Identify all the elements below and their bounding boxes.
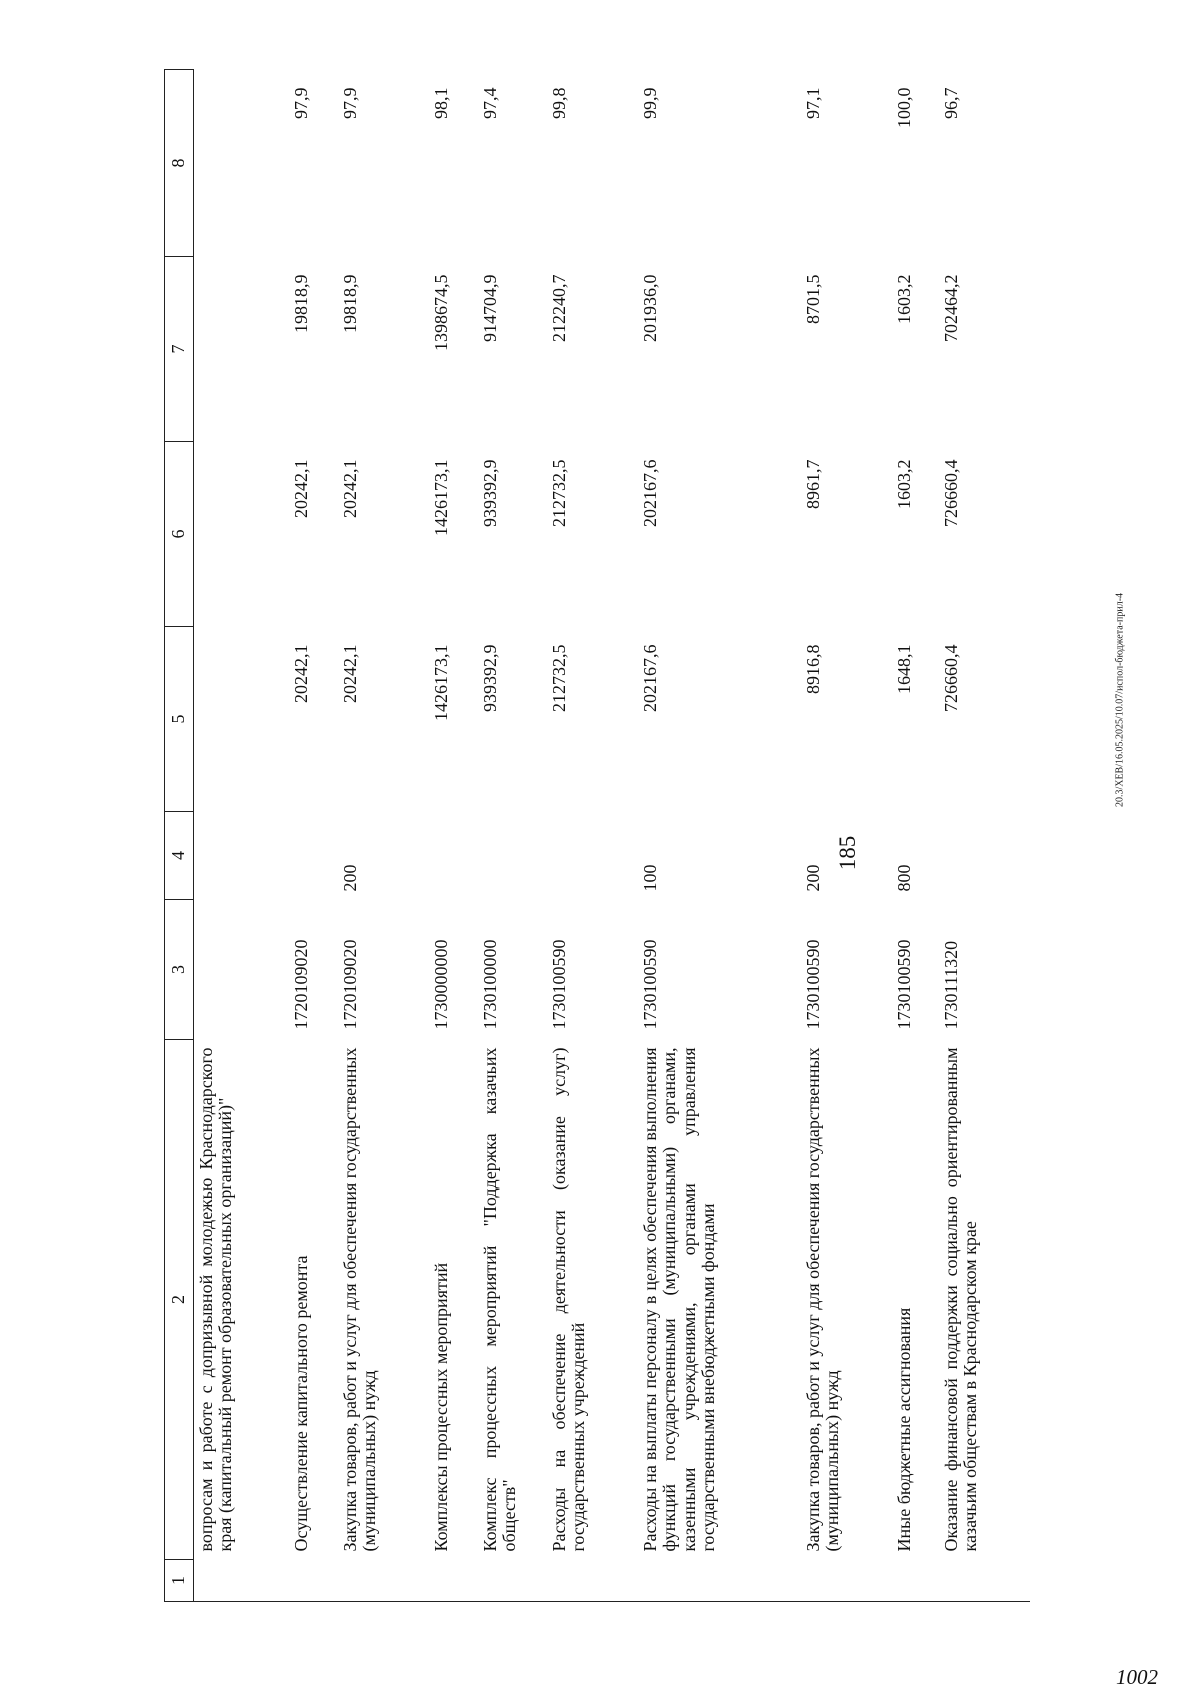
cell-expense-type: 200 (340, 864, 360, 892)
cell-col6: 1426173,1 (431, 459, 451, 536)
cell-col7: 702464,2 (941, 274, 961, 342)
document-footer-code: 20.3/XEB/16.05.2025/10.07/испол-бюджета-прил-4 (1114, 592, 1126, 808)
table-row (801, 70, 892, 1602)
cell-col8: 99,9 (640, 87, 660, 119)
cell-num (801, 1560, 892, 1602)
cell-description: Расходы на обеспечение деятельности (оказание услуг) государственных учреждений (549, 1047, 589, 1552)
table-header-row (165, 70, 194, 1602)
cell-target-code: 1730111320 (941, 940, 961, 1030)
cell-col6: 202167,6 (640, 459, 660, 527)
cell-col8: 100,0 (894, 87, 914, 128)
cell-description: Расходы на выплаты персоналу в целях обеспечения выполнения функций государственными (муниципальными) органами, казенными учреждениями, органами управления государственными внебюджетными фондами (640, 1047, 719, 1552)
cell-expense-type (547, 812, 638, 900)
cell-target-code: 1730100000 (480, 939, 500, 1030)
cell-col8: 97,9 (291, 87, 311, 119)
cell-description: Закупка товаров, работ и услуг для обеспечения государственных (муниципальных) нужд (340, 1047, 380, 1552)
cell-col7: 212240,7 (549, 274, 569, 342)
cell-num (478, 1560, 547, 1602)
column-header-7: 7 (165, 257, 194, 442)
cell-expense-type (939, 812, 1030, 900)
cell-col5: 1426173,1 (431, 644, 451, 721)
cell-num (892, 1560, 939, 1602)
cell-col7: 19818,9 (340, 274, 360, 333)
cell-num (547, 1560, 638, 1602)
cell-col7: 1398674,5 (431, 274, 451, 351)
cell-target-code: 1730100590 (803, 939, 823, 1030)
cell-col7: 8701,5 (803, 274, 823, 324)
cell-num (429, 1560, 478, 1602)
cell-col6: 20242,1 (340, 459, 360, 518)
budget-table (164, 69, 1030, 1602)
cell-col6: 1603,2 (894, 459, 914, 509)
cell-num (638, 1560, 801, 1602)
cell-col5: 1648,1 (894, 644, 914, 694)
table-row (194, 70, 290, 1602)
cell-num (939, 1560, 1030, 1602)
cell-description: Комплексы процессных мероприятий (431, 1262, 451, 1552)
cell-col7 (194, 257, 290, 442)
cell-col6: 212732,5 (549, 459, 569, 527)
cell-target-code: 1720109020 (291, 939, 311, 1030)
cell-col5: 20242,1 (291, 644, 311, 703)
table-row (638, 70, 801, 1602)
cell-num (338, 1560, 429, 1602)
cell-target-code (194, 900, 290, 1040)
cell-col7: 201936,0 (640, 274, 660, 342)
cell-description: Оказание финансовой поддержки социально ориентированным казачьим обществам в Краснодарском крае (941, 1047, 981, 1552)
cell-col8: 99,8 (549, 87, 569, 119)
cell-col5: 212732,5 (549, 644, 569, 712)
cell-expense-type (194, 812, 290, 900)
cell-col6: 8961,7 (803, 459, 823, 509)
cell-target-code: 1730100590 (640, 939, 660, 1030)
cell-description: Осуществление капитального ремонта (291, 1255, 311, 1552)
cell-description: вопросам и работе с допризывной молодежью Краснодарского края (капитальный ремонт образовательных организаций)" (196, 1047, 236, 1552)
column-header-4: 4 (165, 812, 194, 900)
column-header-2: 2 (165, 1040, 194, 1560)
cell-col5: 20242,1 (340, 644, 360, 703)
cell-col8: 97,1 (803, 87, 823, 119)
folio-number: 1002 (1116, 1665, 1158, 1689)
cell-num (194, 1560, 290, 1602)
cell-col8: 98,1 (431, 87, 451, 119)
cell-expense-type (478, 812, 547, 900)
cell-expense-type (289, 812, 338, 900)
table-row (939, 70, 1030, 1602)
cell-col8: 97,4 (480, 87, 500, 119)
rotated-table-container (164, 70, 981, 1602)
cell-description: Комплекс процессных мероприятий "Поддержка казачьих обществ" (480, 1047, 520, 1552)
table-row (478, 70, 547, 1602)
cell-col7: 1603,2 (894, 274, 914, 324)
cell-col5: 939392,9 (480, 644, 500, 712)
cell-col8: 96,7 (941, 87, 961, 119)
column-header-6: 6 (165, 442, 194, 627)
column-header-5: 5 (165, 627, 194, 812)
cell-expense-type (429, 812, 478, 900)
table-row (429, 70, 478, 1602)
table-row (892, 70, 939, 1602)
cell-col6: 939392,9 (480, 459, 500, 527)
column-header-3: 3 (165, 900, 194, 1040)
cell-expense-type: 100 (640, 864, 660, 892)
cell-description: Закупка товаров, работ и услуг для обеспечения государственных (муниципальных) нужд (803, 1047, 843, 1552)
cell-expense-type: 200 (803, 864, 823, 892)
cell-col6: 726660,4 (941, 459, 961, 527)
cell-target-code: 1730100590 (549, 939, 569, 1030)
cell-target-code: 1730000000 (431, 939, 451, 1030)
cell-col5 (194, 627, 290, 812)
cell-col8 (194, 70, 290, 257)
cell-target-code: 1730100590 (894, 939, 914, 1030)
cell-col6: 20242,1 (291, 459, 311, 518)
cell-col7: 19818,9 (291, 274, 311, 333)
cell-target-code: 1720109020 (340, 939, 360, 1030)
cell-col5: 202167,6 (640, 644, 660, 712)
cell-col7: 914704,9 (480, 274, 500, 342)
cell-expense-type: 800 (894, 864, 914, 892)
column-header-1: 1 (165, 1560, 194, 1602)
column-header-8: 8 (165, 70, 194, 257)
table-row (289, 70, 338, 1602)
cell-col5: 8916,8 (803, 644, 823, 694)
cell-col5: 726660,4 (941, 644, 961, 712)
cell-col6 (194, 442, 290, 627)
page-number: 185 (835, 835, 860, 871)
cell-col8: 97,9 (340, 87, 360, 119)
table-row (338, 70, 429, 1602)
table-row (547, 70, 638, 1602)
cell-num (289, 1560, 338, 1602)
cell-description: Иные бюджетные ассигнования (894, 1307, 914, 1552)
